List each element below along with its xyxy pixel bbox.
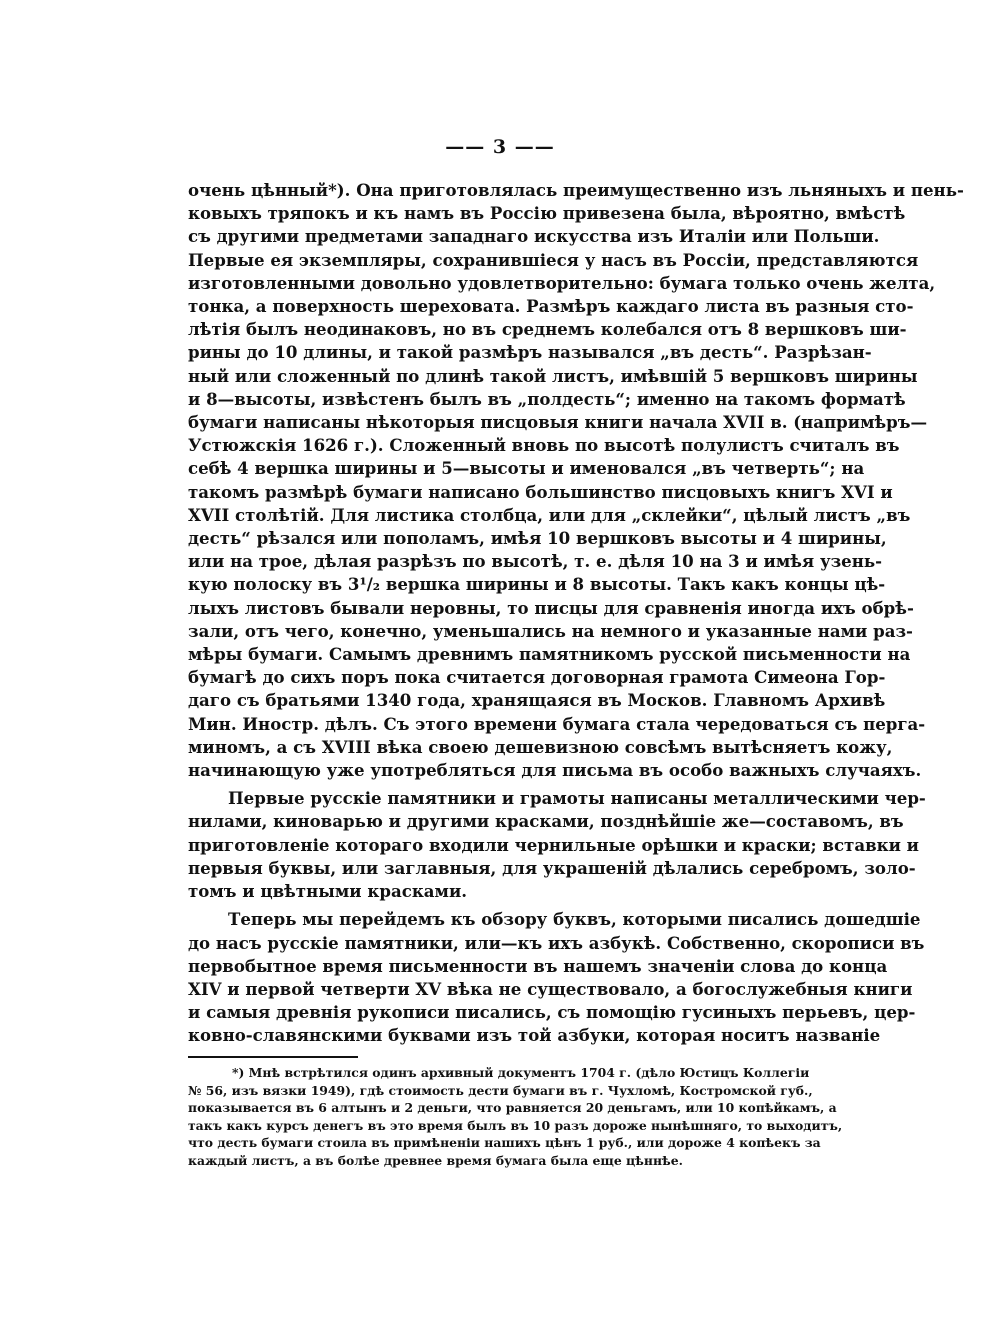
text-line: очень цѣнный*). Она приготовлялась преимущественно изъ льняныхъ и пень-: [188, 180, 964, 200]
text-line: бумаги написаны нѣкоторыя писцовыя книги начала XVII в. (напримѣръ—: [188, 412, 928, 433]
paragraph: [188, 908, 925, 1047]
text-line: изготовленными довольно удовлетворительно: бумага только очень желта,: [188, 272, 936, 293]
page-number: —— 3 ——: [445, 136, 555, 158]
footnote-line: № 56, изъ вязки 1949), гдѣ стоимость дести бумаги въ г. Чухломѣ, Костромской губ.,: [188, 1082, 813, 1098]
paragraph: [188, 179, 964, 782]
text-line: XVII столѣтій. Для листика столбца, или для „склейки“, цѣлый листъ „въ: [188, 504, 911, 525]
text-line: ковыхъ тряпокъ и къ намъ въ Россію привезена была, вѣроятно, вмѣстѣ: [188, 203, 906, 224]
text-line: томъ и цвѣтными красками.: [188, 881, 468, 902]
text-line: съ другими предметами западнаго искусства изъ Италіи или Польши.: [188, 226, 880, 247]
text-line: приготовленіе котораго входили чернильные орѣшки и краски; вставки и: [188, 834, 919, 855]
footnote: [188, 1064, 843, 1169]
text-line: Мин. Иностр. дѣлъ. Съ этого времени бумага стала чередоваться съ перга-: [188, 713, 926, 734]
text-line: Первые ея экземпляры, сохранившіеся у насъ въ Россіи, представляются: [188, 249, 919, 270]
footnote-line: *) Мнѣ встрѣтился одинъ архивный документъ 1704 г. (дѣло Юстицъ Коллегіи: [232, 1065, 810, 1080]
footnote-line: такъ какъ курсъ денегъ въ это время былъ въ 10 разъ дороже нынѣшняго, то выходитъ,: [188, 1117, 843, 1133]
text-line: миномъ, а съ XVIII вѣка своею дешевизною совсѣмъ вытѣсняетъ кожу,: [188, 736, 893, 757]
text-line: рины до 10 длины, и такой размѣръ назывался „въ десть“. Разрѣзан-: [188, 342, 872, 363]
text-line: и самыя древнія рукописи писались, съ помощію гусиныхъ перьевъ, цер-: [188, 1002, 916, 1023]
text-line: Первые русскіе памятники и грамоты написаны металлическими чер-: [228, 788, 926, 809]
footnote-line: показывается въ 6 алтынъ и 2 деньги, что равняется 20 деньгамъ, или 10 копѣйкамъ, а: [188, 1100, 837, 1115]
text-line: тонка, а поверхность шереховата. Размѣръ каждаго листа въ разныя сто-: [188, 296, 914, 317]
footnote-line: что десть бумаги стоила въ примѣненіи нашихъ цѣнъ 1 руб., или дороже 4 копѣекъ за: [188, 1135, 821, 1150]
paragraph: [188, 787, 926, 903]
text-line: первыя буквы, или заглавныя, для украшеній дѣлались серебромъ, золо-: [188, 857, 916, 878]
text-line: себѣ 4 вершка ширины и 5—высоты и именовался „въ четверть“; на: [188, 458, 865, 479]
text-line: и 8—высоты, извѣстенъ былъ въ „полдесть“; именно на такомъ форматѣ: [188, 388, 906, 409]
text-line: кую полоску въ 3¹/₂ вершка ширины и 8 высоты. Такъ какъ концы цѣ-: [188, 574, 886, 595]
text-line: лѣтія былъ неодинаковъ, но въ среднемъ колебался отъ 8 вершковъ ши-: [188, 319, 907, 340]
main-text: [188, 179, 964, 1053]
footnote-line: каждый листъ, а въ болѣе древнее время бумага была еще цѣннѣе.: [188, 1152, 683, 1168]
text-line: бумагѣ до сихъ поръ пока считается договорная грамота Симеона Гор-: [188, 667, 886, 688]
footnote-divider: [188, 1056, 358, 1058]
text-line: Теперь мы перейдемъ къ обзору буквъ, которыми писались дошедшіе: [228, 909, 921, 930]
text-line: до насъ русскіе памятники, или—къ ихъ азбукѣ. Собственно, скорописи въ: [188, 932, 925, 953]
text-line: нилами, киноварью и другими красками, позднѣйшіе же—составомъ, въ: [188, 811, 904, 832]
text-line: зали, отъ чего, конечно, уменьшались на немного и указанные нами раз-: [188, 620, 913, 641]
text-line: ковно-славянскими буквами изъ той азбуки, которая носитъ названіе: [188, 1025, 881, 1046]
text-line: ный или сложенный по длинѣ такой листъ, имѣвшій 5 вершковъ ширины: [188, 365, 918, 386]
text-line: XIV и первой четверти XV вѣка не существовало, а богослужебныя книги: [188, 978, 913, 999]
text-line: мѣры бумаги. Самымъ древнимъ памятникомъ русской письменности на: [188, 644, 911, 665]
text-line: первобытное время письменности въ нашемъ значеніи слова до конца: [188, 955, 888, 976]
text-line: начинающую уже употребляться для письма въ особо важныхъ случаяхъ.: [188, 760, 922, 781]
text-line: лыхъ листовъ бывали неровны, то писцы для сравненія иногда ихъ обрѣ-: [188, 597, 914, 618]
text-line: или на трое, дѣлая разрѣзъ по высотѣ, т. е. дѣля 10 на 3 и имѣя узень-: [188, 551, 883, 572]
text-line: даго съ братьями 1340 года, хранящаяся въ Москов. Главномъ Архивѣ: [188, 690, 886, 711]
text-line: десть“ рѣзался или пополамъ, имѣя 10 вершковъ высоты и 4 ширины,: [188, 528, 887, 549]
text-line: Устюжскія 1626 г.). Сложенный вновь по высотѣ полулистъ считалъ въ: [188, 435, 900, 456]
text-line: такомъ размѣрѣ бумаги написано большинство писцовыхъ книгъ XVI и: [188, 481, 893, 502]
